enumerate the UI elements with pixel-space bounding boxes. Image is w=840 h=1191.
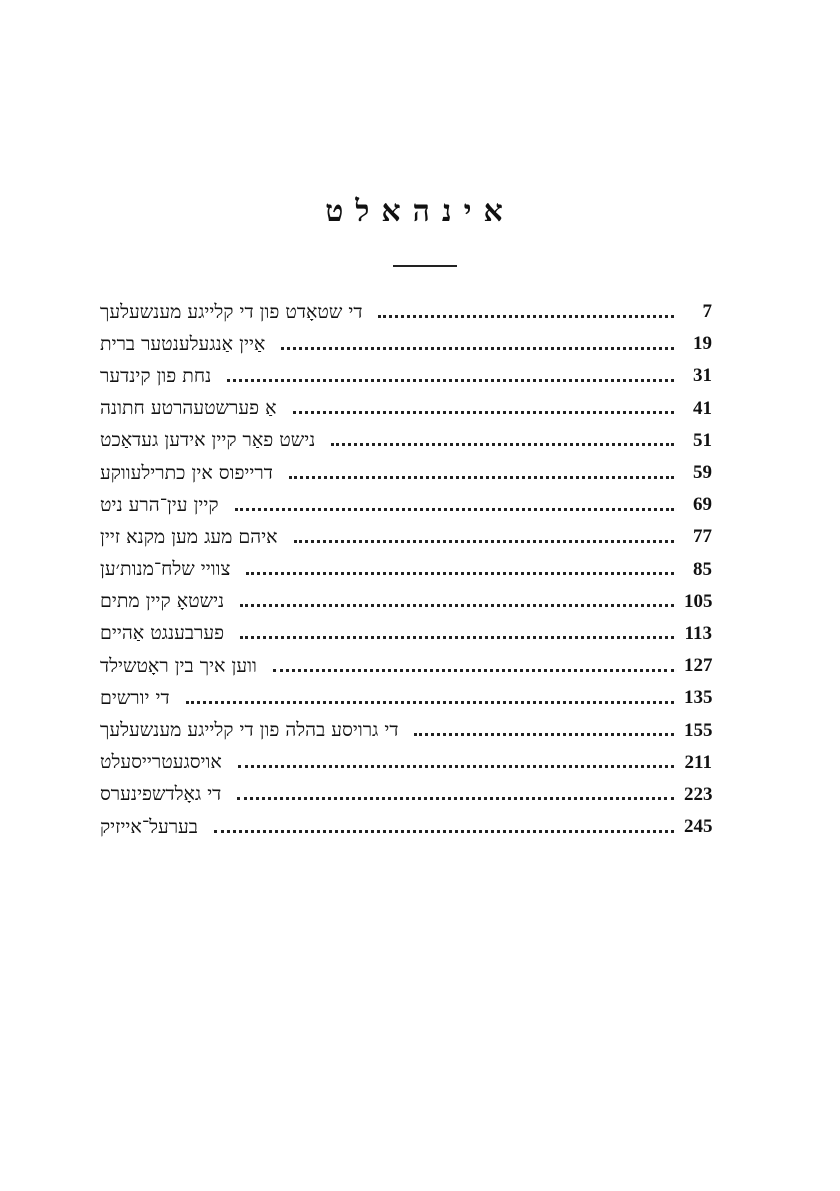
toc-page-number: 41	[693, 397, 712, 419]
dot-leader	[281, 347, 674, 350]
dot-leader	[414, 733, 674, 736]
toc-entry-title: ווען איך בין ראָטשילד	[100, 654, 257, 677]
dot-leader	[378, 315, 674, 318]
toc-row	[100, 747, 712, 779]
toc-row	[100, 457, 712, 489]
dot-leader	[289, 476, 674, 479]
toc-page-number: 7	[702, 301, 712, 323]
toc-entry-title: די יורשים	[100, 686, 170, 709]
page-title: אינהאלט	[325, 194, 515, 229]
dot-leader	[227, 379, 674, 382]
toc-page-number: 51	[693, 429, 712, 451]
toc-row	[100, 811, 712, 843]
dot-leader	[294, 540, 674, 543]
dot-leader	[238, 765, 674, 768]
toc-row	[100, 618, 712, 650]
dot-leader	[186, 701, 674, 704]
toc-entry-title: די שטאָדט פון די קלייגע מענשעלעך	[100, 300, 363, 323]
toc-entry-title: קיין עין־הרע ניט	[100, 493, 219, 516]
dot-leader	[240, 604, 674, 607]
toc-entry-title: אויסגעטרייסעלט	[100, 751, 222, 774]
toc-page-number: 19	[693, 333, 712, 355]
toc-row	[100, 521, 712, 553]
toc-page-number: 69	[693, 494, 712, 516]
toc-row	[100, 360, 712, 392]
toc-row	[100, 714, 712, 746]
toc-row	[100, 554, 712, 586]
toc-row	[100, 393, 712, 425]
toc-entry-title: דרייפוס אין כתרילעווקע	[100, 461, 273, 484]
toc-row	[100, 586, 712, 618]
toc-entry-title: נישט פאַר קיין אידען געדאַכט	[100, 429, 316, 452]
toc-entry-title: צוויי שלח־מנות׳ען	[100, 558, 231, 581]
toc-entry-title: אַ פערשטעהרטע חתונה	[100, 397, 277, 420]
dot-leader	[273, 669, 674, 672]
toc-page-number: 223	[684, 783, 713, 805]
toc-entry-title: אַיין אַנגעלענטער ברית	[100, 332, 266, 355]
toc-page-number: 59	[693, 462, 712, 484]
toc-row	[100, 425, 712, 457]
toc-row	[100, 328, 712, 360]
toc-page-number: 211	[684, 751, 712, 773]
toc-page-number: 155	[684, 719, 713, 741]
dot-leader	[237, 797, 674, 800]
toc-entry-title: איהם מעג מען מקנא זיין	[100, 525, 278, 548]
toc-page-number: 77	[693, 526, 712, 548]
toc-page-number: 113	[684, 622, 712, 644]
table-of-contents	[100, 296, 712, 843]
dot-leader	[246, 572, 674, 575]
toc-page-number: 105	[684, 590, 713, 612]
dot-leader	[240, 636, 674, 639]
title-rule	[393, 265, 457, 267]
toc-row	[100, 682, 712, 714]
dot-leader	[235, 508, 674, 511]
toc-entry-title: די גרויסע בהלה פון די קלייגע מענשעלעך	[100, 719, 399, 742]
toc-entry-title: נחת פון קינדער	[100, 364, 212, 387]
toc-page-number: 85	[693, 558, 712, 580]
toc-row	[100, 296, 712, 328]
toc-page-number: 135	[684, 687, 713, 709]
toc-entry-title: נישטאָ קיין מתים	[100, 590, 225, 613]
dot-leader	[293, 411, 675, 414]
toc-entry-title: די גאָלדשפינערס	[100, 783, 222, 806]
toc-row	[100, 489, 712, 521]
dot-leader	[331, 443, 674, 446]
toc-row	[100, 650, 712, 682]
toc-page-number: 245	[684, 816, 713, 838]
toc-row	[100, 779, 712, 811]
toc-entry-title: בערעל־אייזיק	[100, 815, 198, 838]
toc-entry-title: פערבענגט אַהיים	[100, 622, 225, 645]
toc-page-number: 127	[684, 655, 713, 677]
toc-page-number: 31	[693, 365, 712, 387]
dot-leader	[214, 830, 674, 833]
